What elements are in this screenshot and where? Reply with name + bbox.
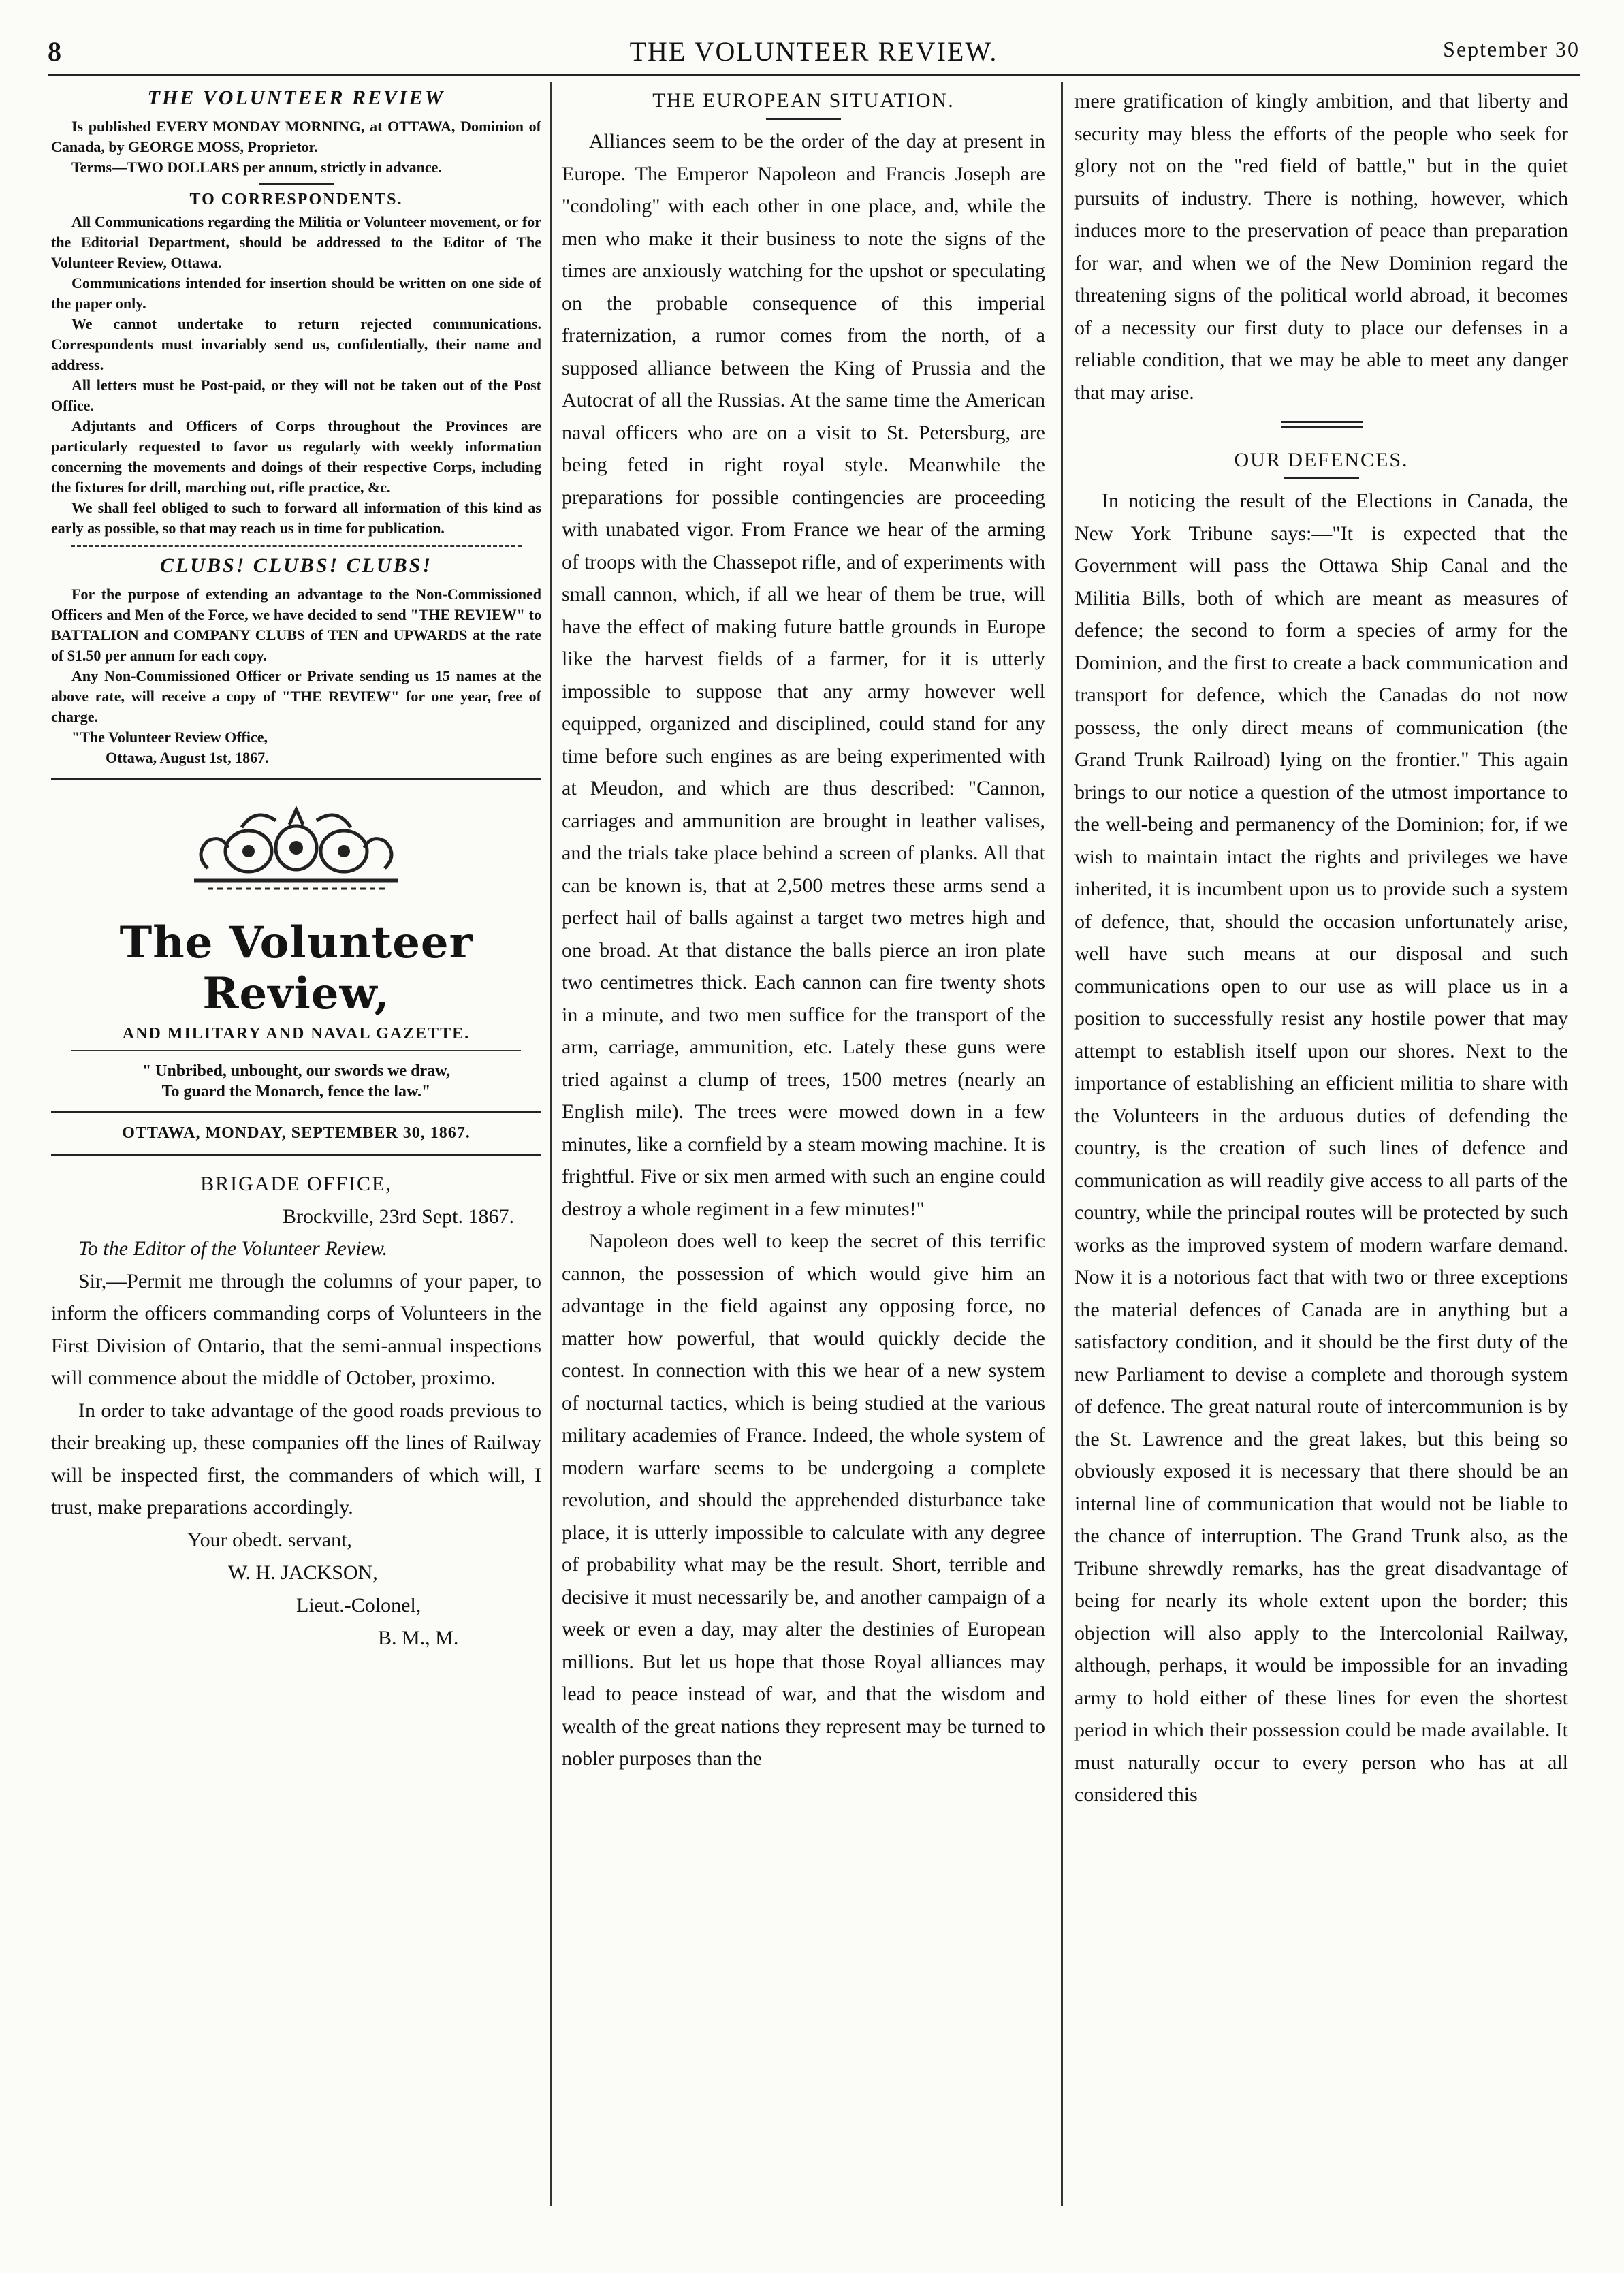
motto-line: To guard the Monarch, fence the law." (161, 1083, 431, 1100)
letter-closing: Your obedt. servant, (187, 1528, 352, 1551)
letter (51, 1168, 541, 1655)
clubs-signature-line: "The Volunteer Review Office, (71, 729, 268, 746)
subscription-terms: Terms—TWO DOLLARS per annum, strictly in advance. (71, 159, 442, 176)
correspondents-paragraph: All letters must be Post-paid, or they will not be taken out of the Post Office. (51, 377, 541, 414)
letter-heading: BRIGADE OFFICE, (200, 1173, 392, 1195)
crest-ornament-icon (167, 800, 426, 902)
letter-addressee: To the Editor of the Volunteer Review. (78, 1237, 388, 1260)
header-rule (48, 74, 1580, 76)
publication-info-heading: THE VOLUNTEER REVIEW (147, 86, 445, 109)
section-rule (51, 1111, 541, 1113)
correspondents-paragraph: We cannot undertake to return rejected communications. Correspondents must invariably send us, confidentially, their name and address. (51, 315, 541, 373)
issue-date: OTTAWA, MONDAY, SEPTEMBER 30, 1867. (122, 1124, 471, 1142)
header-date: September 30 (1443, 37, 1580, 61)
article-paragraph: In noticing the result of the Elections in Canada, the New York Tribune says:—"It is expected that the Government will pass the Ottawa Ship Canal and the Militia Bills, both of which are meant as measures of defence; the second to form a species of army for the Dominion, and the first to create a back communication and transport for defence, which the Canadas do not now possess, the only direct means of communication (the Grand Trunk Railroad) lying on the frontier." This again brings to our notice a question of the utmost importance to the well-being and permanency of the Dominion; for, if we wish to maintain intact the rights and privileges we have inherited, it is incumbent upon us to provide such a system of defence, that, should the occasion unfortunately arise, well have such means at our disposal and such communications open to our use as will place us in a position to successfully resist any hostile power that may attempt to establish itself upon our shores. Next to the importance of establishing an efficient militia to share with the Volunteers in the arduous duties of defending the country, is the creation of such lines of defence and communication as will readily give access to all parts of the country, while the principal routes will be protected by such works as the improved system of modern warfare demand. Now it is a notorious fact that with two or three exceptions the material defences of Canada are in anything but a satisfactory condition, and it should be the first duty of the new Parliament to devise a complete and thorough system of defence. The great natural route of intercommunion is by the St. Lawrence and the great lakes, but this being so obviously exposed it is necessary that there should be an internal line of communication that would not be liable to the chance of interruption. The Grand Trunk also, as the Tribune shrewdly remarks, has the great disadvantage of being for nearly its whole extent upon the border; this objection will also apply to the Intercolonial Railway, although, perhaps, it would be impossible for an invading army to hold either of these lines for even the shortest period in which their possession could be made available. It must naturally occur to every person who has at all considered this (1074, 490, 1568, 1806)
correspondents-paragraph: Adjutants and Officers of Corps throughout the Provinces are particularly requested to favor us regularly with weekly information concerning the movements and doings of their respective Corps, including the fixtures for drill, marching out, rifle practice, &c. (51, 417, 541, 496)
column-divider (550, 82, 552, 2206)
section-rule (71, 1050, 521, 1051)
article-paragraph: Napoleon does well to keep the secret of this terrific cannon, the possession of which would give him an advantage in the field against any opposing force, no matter how powerful, that would quickly decide the contest. In connection with this we hear of a new system of nocturnal tactics, which is being studied at the various military academies of France. Indeed, the whole system of modern warfare seems to be undergoing a complete revolution, and should the apprehended disturbance take place, it is utterly impossible to calculate with any degree of probability what may be the result. Short, terrible and decisive it must necessarily be, and another campaign of a week or even a day, may alter the destinies of European millions. But let us hope that those Royal alliances may lead to peace instead of war, and that the wisdom and wealth of the great nations they represent may be turned to nobler purposes than the (562, 1230, 1045, 1770)
letter-place-date: Brockville, 23rd Sept. 1867. (283, 1205, 514, 1228)
article-our-defences (1074, 485, 1568, 1811)
masthead-motto (51, 1061, 541, 1102)
publication-info (51, 116, 541, 178)
masthead-subtitle: AND MILITARY AND NAVAL GAZETTE. (122, 1025, 471, 1043)
section-rule (51, 1154, 541, 1156)
masthead-title: The Volunteer Review, (119, 917, 473, 1019)
letter-signature (51, 1524, 541, 1655)
article-heading-our-defences: OUR DEFENCES. (1234, 449, 1409, 471)
article-paragraph: Alliances seem to be the order of the day at present in Europe. The Emperor Napoleon and Francis Joseph are "condoling" with each other in one place, and, while the men who make it their business to note the signs of the times are anxiously watching for the upshot or speculating on the probable consequence of this imperial fraternization, a rumor comes from the north, of a supposed alliance between the King of Prussia and the Autocrat of all the Russias. At the same time the American naval officers who are on a visit to St. Petersburg, are being feted in right royal style. Meanwhile the preparations for possible contingencies are proceeding with unabated vigor. From France we hear of the arming of troops with the Chassepot rifle, and of experiments with small cannon, which, if all we hear of them be true, will have the effect of making future battle grounds in Europe like the harvest fields of a farmer, for it is utterly impossible to suppose that any army however well equipped, organized and disciplined, could stand for any time before such engines as are being experimented with at Meudon, and which are thus described: "Cannon, carriages and ammunition are brought in leather valises, and the trials take place behind a screen of planks. All that can be known is, that at 2,500 metres these arms send a perfect hail of balls against a target two metres high and one broad. At that distance the balls pierce an iron plate two centimetres thick. Each cannon can fire twenty shots in a minute, and two men suffice for the transport of the arm, carriage, ammunition, etc. Lately these guns were tried against a clump of trees, 1500 metres (nearly an English mile). The trees were mowed down in a few minutes, like a cornfield by a steam mowing machine. It is frightful. Five or six men armed with such an engine could destroy a whole regiment in a few minutes!" (562, 130, 1045, 1220)
article-european-situation (562, 125, 1045, 1775)
newspaper-title: THE VOLUNTEER REVIEW. (629, 36, 998, 67)
clubs-paragraph: Any Non-Commissioned Officer or Private sending us 15 names at the above rate, will receive a copy of "THE REVIEW" for one year, free of charge. (51, 667, 541, 725)
section-rule (1284, 477, 1359, 479)
section-rule (1281, 421, 1363, 428)
article-continuation (1074, 85, 1568, 409)
letter-signatory: W. H. JACKSON, (228, 1561, 378, 1584)
article-heading-european-situation: THE EUROPEAN SITUATION. (652, 89, 955, 112)
correspondents-paragraph: All Communications regarding the Militia or Volunteer movement, or for the Editorial Department, should be addressed to the Editor of The Volunteer Review, Ottawa. (51, 213, 541, 271)
motto-line: " Unbribed, unbought, our swords we draw, (142, 1062, 451, 1080)
column-3 (1074, 85, 1568, 2203)
letter-rank: Lieut.-Colonel, (296, 1593, 421, 1617)
correspondents-heading: TO CORRESPONDENTS. (189, 191, 403, 208)
clubs-signature-line: Ottawa, August 1st, 1867. (106, 749, 269, 766)
running-header (48, 35, 1580, 76)
clubs-paragraph: For the purpose of extending an advantage to the Non-Commissioned Officers and Men of the Force, we have decided to send "THE REVIEW" to BATTALION and COMPANY CLUBS of TEN and UPWARDS at the rate of $1.50 per annum for each copy. (51, 586, 541, 664)
section-rule (51, 778, 541, 780)
page-number: 8 (48, 36, 61, 67)
column-divider (1061, 82, 1063, 2206)
column-2 (562, 85, 1045, 2203)
article-paragraph: mere gratification of kingly ambition, and that liberty and security may bless the efforts of the people who seek for glory not on the "red field of battle," but in the quiet pursuits of industry. There is nothing, however, which induces more to the preservation of peace than preparation for war, and when we of the New Dominion regard the threatening signs of the political world abroad, it becomes of a necessity our first duty to place our defenses in a reliable condition, that we may be able to meet any danger that may arise. (1074, 90, 1568, 404)
correspondents-paragraph: Communications intended for insertion should be written on one side of the paper only. (51, 274, 541, 312)
column-1 (51, 85, 541, 2203)
correspondents-notice (51, 212, 541, 539)
section-rule (766, 118, 841, 120)
clubs-heading: CLUBS! CLUBS! CLUBS! (159, 554, 433, 577)
publication-info-text: Is published EVERY MONDAY MORNING, at OTTAWA, Dominion of Canada, by GEORGE MOSS, Proprietor. (51, 118, 541, 155)
correspondents-paragraph: We shall feel obliged to such to forward all information of this kind as early as possible, so that may reach us in time for publication. (51, 499, 541, 537)
section-rule (71, 545, 522, 547)
letter-paragraph: In order to take advantage of the good roads previous to their breaking up, these companies off the lines of Railway will be inspected first, the commanders of which will, I trust, make preparations accordingly. (51, 1399, 541, 1519)
clubs-notice (51, 584, 541, 768)
letter-paragraph: Sir,—Permit me through the columns of your paper, to inform the officers commanding corps of Volunteers in the First Division of Ontario, that the semi-annual inspections will commence about the middle of October, proximo. (51, 1269, 541, 1389)
letter-post: B. M., M. (378, 1626, 459, 1649)
section-rule (259, 183, 334, 185)
